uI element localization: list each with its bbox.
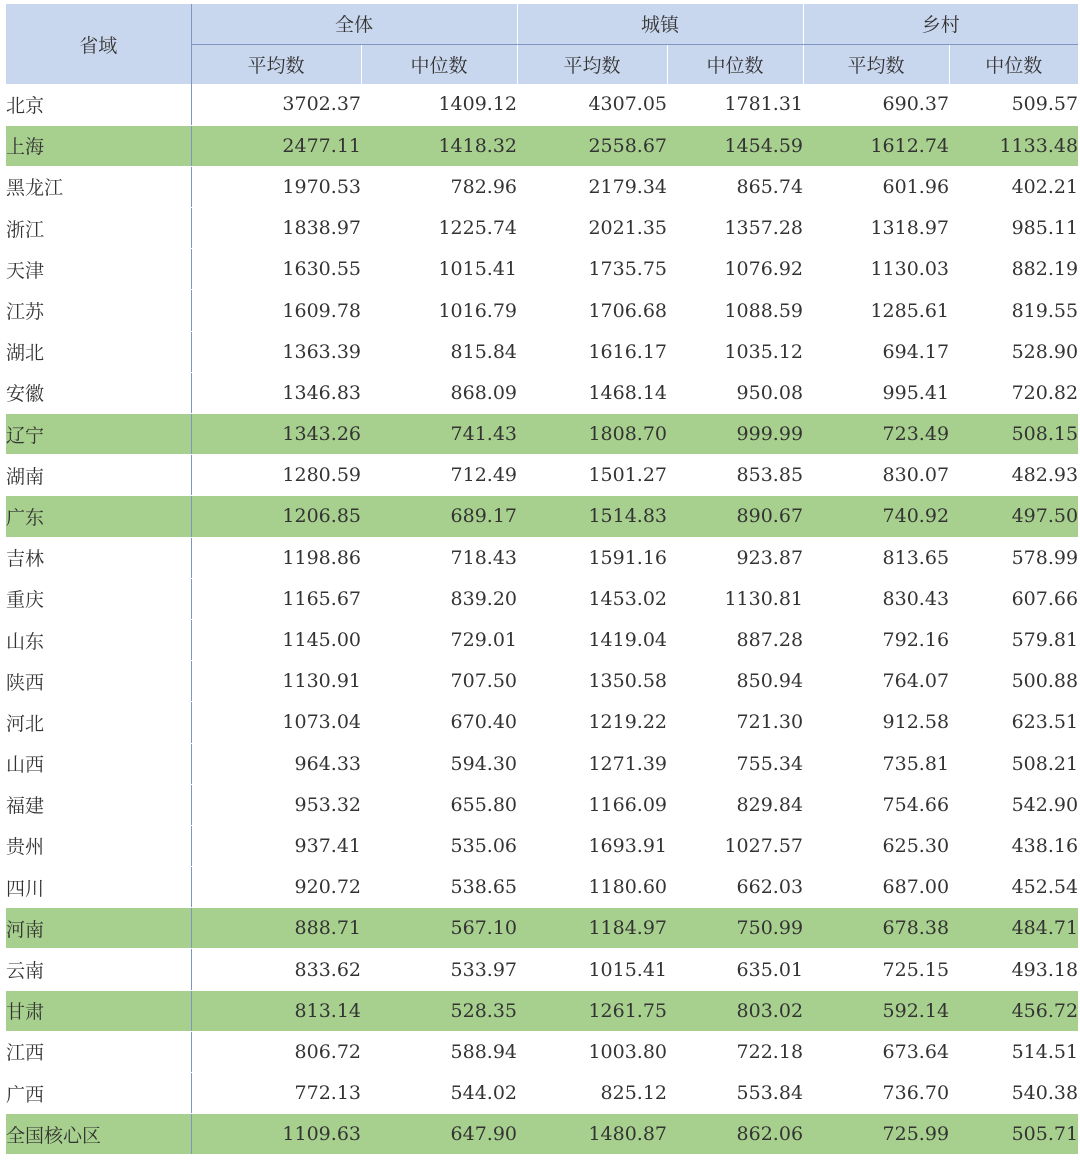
- cell-rural-mean: 678.38: [803, 908, 949, 949]
- cell-total-mean: 1970.53: [191, 166, 361, 207]
- province-name: 安徽: [6, 372, 191, 413]
- table-row: [6, 84, 1078, 125]
- cell-rural-mean: 995.41: [803, 372, 949, 413]
- cell-rural-median: 493.18: [949, 949, 1078, 990]
- cell-urban-median: 722.18: [667, 1031, 803, 1072]
- cell-urban-mean: 1591.16: [517, 537, 667, 578]
- cell-rural-mean: 673.64: [803, 1031, 949, 1072]
- table-row: [6, 743, 1078, 784]
- cell-rural-median: 623.51: [949, 702, 1078, 743]
- cell-urban-median: 923.87: [667, 537, 803, 578]
- cell-total-mean: 1838.97: [191, 208, 361, 249]
- cell-rural-mean: 830.07: [803, 455, 949, 496]
- cell-urban-mean: 1180.60: [517, 867, 667, 908]
- cell-rural-mean: 1612.74: [803, 125, 949, 166]
- cell-rural-median: 579.81: [949, 619, 1078, 660]
- table-row: [6, 249, 1078, 290]
- cell-rural-mean: 1285.61: [803, 290, 949, 331]
- cell-rural-median: 514.51: [949, 1031, 1078, 1072]
- cell-total-median: 538.65: [361, 867, 517, 908]
- table-row: [6, 578, 1078, 619]
- cell-urban-median: 755.34: [667, 743, 803, 784]
- cell-urban-mean: 1501.27: [517, 455, 667, 496]
- cell-urban-median: 890.67: [667, 496, 803, 537]
- cell-rural-median: 542.90: [949, 784, 1078, 825]
- cell-rural-mean: 725.15: [803, 949, 949, 990]
- cell-rural-median: 1133.48: [949, 125, 1078, 166]
- cell-total-median: 839.20: [361, 578, 517, 619]
- table-row: [6, 537, 1078, 578]
- cell-urban-mean: 1003.80: [517, 1031, 667, 1072]
- cell-urban-median: 635.01: [667, 949, 803, 990]
- cell-urban-mean: 1616.17: [517, 331, 667, 372]
- province-name: 河北: [6, 702, 191, 743]
- table-row: [6, 125, 1078, 166]
- cell-total-mean: 1165.67: [191, 578, 361, 619]
- cell-rural-median: 505.71: [949, 1114, 1078, 1155]
- cell-total-mean: 772.13: [191, 1073, 361, 1114]
- cell-total-median: 655.80: [361, 784, 517, 825]
- table-row: [6, 908, 1078, 949]
- cell-rural-mean: 725.99: [803, 1114, 949, 1155]
- cell-urban-median: 1130.81: [667, 578, 803, 619]
- cell-urban-mean: 1468.14: [517, 372, 667, 413]
- province-name: 湖南: [6, 455, 191, 496]
- table-row: [6, 496, 1078, 537]
- cell-total-median: 707.50: [361, 661, 517, 702]
- cell-urban-mean: 1015.41: [517, 949, 667, 990]
- province-name: 甘肃: [6, 990, 191, 1031]
- cell-total-median: 1418.32: [361, 125, 517, 166]
- province-name: 湖北: [6, 331, 191, 372]
- province-name: 河南: [6, 908, 191, 949]
- cell-total-mean: 964.33: [191, 743, 361, 784]
- cell-urban-median: 1035.12: [667, 331, 803, 372]
- cell-urban-median: 1088.59: [667, 290, 803, 331]
- cell-rural-median: 819.55: [949, 290, 1078, 331]
- cell-urban-mean: 1166.09: [517, 784, 667, 825]
- province-name: 吉林: [6, 537, 191, 578]
- cell-urban-mean: 1219.22: [517, 702, 667, 743]
- table-row: [6, 166, 1078, 207]
- header-total-median: 中位数: [361, 44, 517, 84]
- cell-urban-mean: 825.12: [517, 1073, 667, 1114]
- cell-urban-mean: 1693.91: [517, 825, 667, 866]
- cell-rural-mean: 601.96: [803, 166, 949, 207]
- cell-total-median: 712.49: [361, 455, 517, 496]
- table-row: [6, 949, 1078, 990]
- cell-urban-mean: 1419.04: [517, 619, 667, 660]
- cell-total-mean: 1198.86: [191, 537, 361, 578]
- cell-rural-median: 509.57: [949, 84, 1078, 125]
- header-rural-mean: 平均数: [803, 44, 949, 84]
- cell-total-median: 544.02: [361, 1073, 517, 1114]
- province-name: 广东: [6, 496, 191, 537]
- cell-total-median: 741.43: [361, 414, 517, 455]
- cell-rural-mean: 723.49: [803, 414, 949, 455]
- cell-rural-median: 402.21: [949, 166, 1078, 207]
- cell-total-median: 1409.12: [361, 84, 517, 125]
- cell-total-mean: 1630.55: [191, 249, 361, 290]
- cell-urban-median: 1027.57: [667, 825, 803, 866]
- table-row: [6, 455, 1078, 496]
- cell-total-mean: 920.72: [191, 867, 361, 908]
- cell-rural-median: 456.72: [949, 990, 1078, 1031]
- header-group-urban: 城镇: [517, 4, 803, 44]
- table-row: [6, 1073, 1078, 1114]
- province-name: 全国核心区: [6, 1114, 191, 1155]
- table-row: [6, 1114, 1078, 1155]
- table-row: [6, 825, 1078, 866]
- cell-urban-mean: 2021.35: [517, 208, 667, 249]
- cell-urban-median: 887.28: [667, 619, 803, 660]
- cell-rural-median: 578.99: [949, 537, 1078, 578]
- cell-total-mean: 1206.85: [191, 496, 361, 537]
- cell-urban-median: 721.30: [667, 702, 803, 743]
- cell-total-median: 535.06: [361, 825, 517, 866]
- cell-urban-mean: 1514.83: [517, 496, 667, 537]
- province-name: 重庆: [6, 578, 191, 619]
- cell-rural-median: 482.93: [949, 455, 1078, 496]
- province-name: 江苏: [6, 290, 191, 331]
- cell-urban-mean: 1706.68: [517, 290, 667, 331]
- header-group-rural: 乡村: [803, 4, 1078, 44]
- cell-rural-mean: 830.43: [803, 578, 949, 619]
- cell-rural-mean: 1318.97: [803, 208, 949, 249]
- cell-total-median: 868.09: [361, 372, 517, 413]
- cell-urban-mean: 2558.67: [517, 125, 667, 166]
- header-province: 省域: [6, 4, 191, 84]
- table-row: [6, 1031, 1078, 1072]
- cell-urban-mean: 1808.70: [517, 414, 667, 455]
- province-name: 福建: [6, 784, 191, 825]
- province-name: 云南: [6, 949, 191, 990]
- cell-total-mean: 1073.04: [191, 702, 361, 743]
- cell-rural-median: 438.16: [949, 825, 1078, 866]
- cell-rural-median: 452.54: [949, 867, 1078, 908]
- cell-urban-median: 999.99: [667, 414, 803, 455]
- cell-total-mean: 953.32: [191, 784, 361, 825]
- table-row: [6, 867, 1078, 908]
- province-name: 天津: [6, 249, 191, 290]
- province-name: 陕西: [6, 661, 191, 702]
- cell-urban-median: 829.84: [667, 784, 803, 825]
- cell-urban-median: 803.02: [667, 990, 803, 1031]
- cell-total-median: 533.97: [361, 949, 517, 990]
- cell-rural-mean: 912.58: [803, 702, 949, 743]
- cell-rural-median: 484.71: [949, 908, 1078, 949]
- cell-rural-mean: 740.92: [803, 496, 949, 537]
- cell-total-median: 670.40: [361, 702, 517, 743]
- cell-rural-median: 500.88: [949, 661, 1078, 702]
- cell-rural-mean: 625.30: [803, 825, 949, 866]
- cell-urban-median: 1357.28: [667, 208, 803, 249]
- province-name: 北京: [6, 84, 191, 125]
- cell-rural-mean: 792.16: [803, 619, 949, 660]
- province-name: 山东: [6, 619, 191, 660]
- cell-rural-median: 985.11: [949, 208, 1078, 249]
- cell-urban-mean: 4307.05: [517, 84, 667, 125]
- cell-total-mean: 1343.26: [191, 414, 361, 455]
- cell-rural-median: 497.50: [949, 496, 1078, 537]
- cell-rural-mean: 735.81: [803, 743, 949, 784]
- cell-total-median: 647.90: [361, 1114, 517, 1155]
- cell-urban-mean: 1184.97: [517, 908, 667, 949]
- header-rural-median: 中位数: [949, 44, 1078, 84]
- cell-total-mean: 937.41: [191, 825, 361, 866]
- cell-total-mean: 806.72: [191, 1031, 361, 1072]
- province-stats-table: [6, 4, 1078, 1155]
- cell-urban-median: 853.85: [667, 455, 803, 496]
- cell-urban-mean: 1261.75: [517, 990, 667, 1031]
- cell-total-median: 689.17: [361, 496, 517, 537]
- table-row: [6, 702, 1078, 743]
- province-name: 山西: [6, 743, 191, 784]
- cell-total-mean: 813.14: [191, 990, 361, 1031]
- table-row: [6, 661, 1078, 702]
- cell-rural-mean: 592.14: [803, 990, 949, 1031]
- cell-urban-median: 950.08: [667, 372, 803, 413]
- cell-urban-mean: 1271.39: [517, 743, 667, 784]
- cell-rural-median: 508.21: [949, 743, 1078, 784]
- cell-total-mean: 1280.59: [191, 455, 361, 496]
- cell-total-mean: 2477.11: [191, 125, 361, 166]
- province-name: 浙江: [6, 208, 191, 249]
- cell-urban-median: 865.74: [667, 166, 803, 207]
- cell-rural-median: 540.38: [949, 1073, 1078, 1114]
- table-row: [6, 331, 1078, 372]
- cell-rural-mean: 754.66: [803, 784, 949, 825]
- cell-total-mean: 888.71: [191, 908, 361, 949]
- header-group-total: 全体: [191, 4, 517, 44]
- table-row: [6, 208, 1078, 249]
- cell-total-median: 1015.41: [361, 249, 517, 290]
- cell-rural-mean: 694.17: [803, 331, 949, 372]
- cell-urban-median: 1781.31: [667, 84, 803, 125]
- cell-rural-median: 607.66: [949, 578, 1078, 619]
- cell-total-median: 1016.79: [361, 290, 517, 331]
- cell-urban-mean: 2179.34: [517, 166, 667, 207]
- cell-total-median: 528.35: [361, 990, 517, 1031]
- cell-urban-mean: 1350.58: [517, 661, 667, 702]
- cell-urban-median: 1454.59: [667, 125, 803, 166]
- table-row: [6, 414, 1078, 455]
- cell-rural-median: 720.82: [949, 372, 1078, 413]
- cell-total-median: 567.10: [361, 908, 517, 949]
- cell-total-mean: 1109.63: [191, 1114, 361, 1155]
- cell-total-median: 1225.74: [361, 208, 517, 249]
- cell-rural-mean: 813.65: [803, 537, 949, 578]
- cell-rural-median: 508.15: [949, 414, 1078, 455]
- cell-urban-median: 662.03: [667, 867, 803, 908]
- table-row: [6, 990, 1078, 1031]
- cell-rural-mean: 764.07: [803, 661, 949, 702]
- cell-total-mean: 3702.37: [191, 84, 361, 125]
- cell-total-mean: 1145.00: [191, 619, 361, 660]
- cell-urban-median: 553.84: [667, 1073, 803, 1114]
- province-name: 黑龙江: [6, 166, 191, 207]
- cell-rural-median: 882.19: [949, 249, 1078, 290]
- province-name: 上海: [6, 125, 191, 166]
- cell-total-mean: 1130.91: [191, 661, 361, 702]
- header-total-mean: 平均数: [191, 44, 361, 84]
- cell-total-median: 594.30: [361, 743, 517, 784]
- cell-urban-median: 850.94: [667, 661, 803, 702]
- cell-urban-mean: 1735.75: [517, 249, 667, 290]
- cell-total-median: 588.94: [361, 1031, 517, 1072]
- cell-urban-median: 750.99: [667, 908, 803, 949]
- cell-total-median: 718.43: [361, 537, 517, 578]
- province-name: 江西: [6, 1031, 191, 1072]
- cell-rural-median: 528.90: [949, 331, 1078, 372]
- cell-urban-median: 1076.92: [667, 249, 803, 290]
- header-urban-mean: 平均数: [517, 44, 667, 84]
- cell-total-mean: 833.62: [191, 949, 361, 990]
- province-name: 广西: [6, 1073, 191, 1114]
- cell-total-mean: 1346.83: [191, 372, 361, 413]
- cell-urban-mean: 1480.87: [517, 1114, 667, 1155]
- province-name: 四川: [6, 867, 191, 908]
- header-urban-median: 中位数: [667, 44, 803, 84]
- cell-rural-mean: 1130.03: [803, 249, 949, 290]
- cell-total-median: 815.84: [361, 331, 517, 372]
- cell-total-median: 729.01: [361, 619, 517, 660]
- cell-urban-median: 862.06: [667, 1114, 803, 1155]
- table-row: [6, 290, 1078, 331]
- cell-total-mean: 1609.78: [191, 290, 361, 331]
- table-row: [6, 372, 1078, 413]
- cell-rural-mean: 687.00: [803, 867, 949, 908]
- province-name: 贵州: [6, 825, 191, 866]
- province-name: 辽宁: [6, 414, 191, 455]
- table-row: [6, 619, 1078, 660]
- cell-rural-mean: 736.70: [803, 1073, 949, 1114]
- table-body: [6, 84, 1078, 1155]
- table-row: [6, 784, 1078, 825]
- cell-total-mean: 1363.39: [191, 331, 361, 372]
- cell-total-median: 782.96: [361, 166, 517, 207]
- cell-urban-mean: 1453.02: [517, 578, 667, 619]
- cell-rural-mean: 690.37: [803, 84, 949, 125]
